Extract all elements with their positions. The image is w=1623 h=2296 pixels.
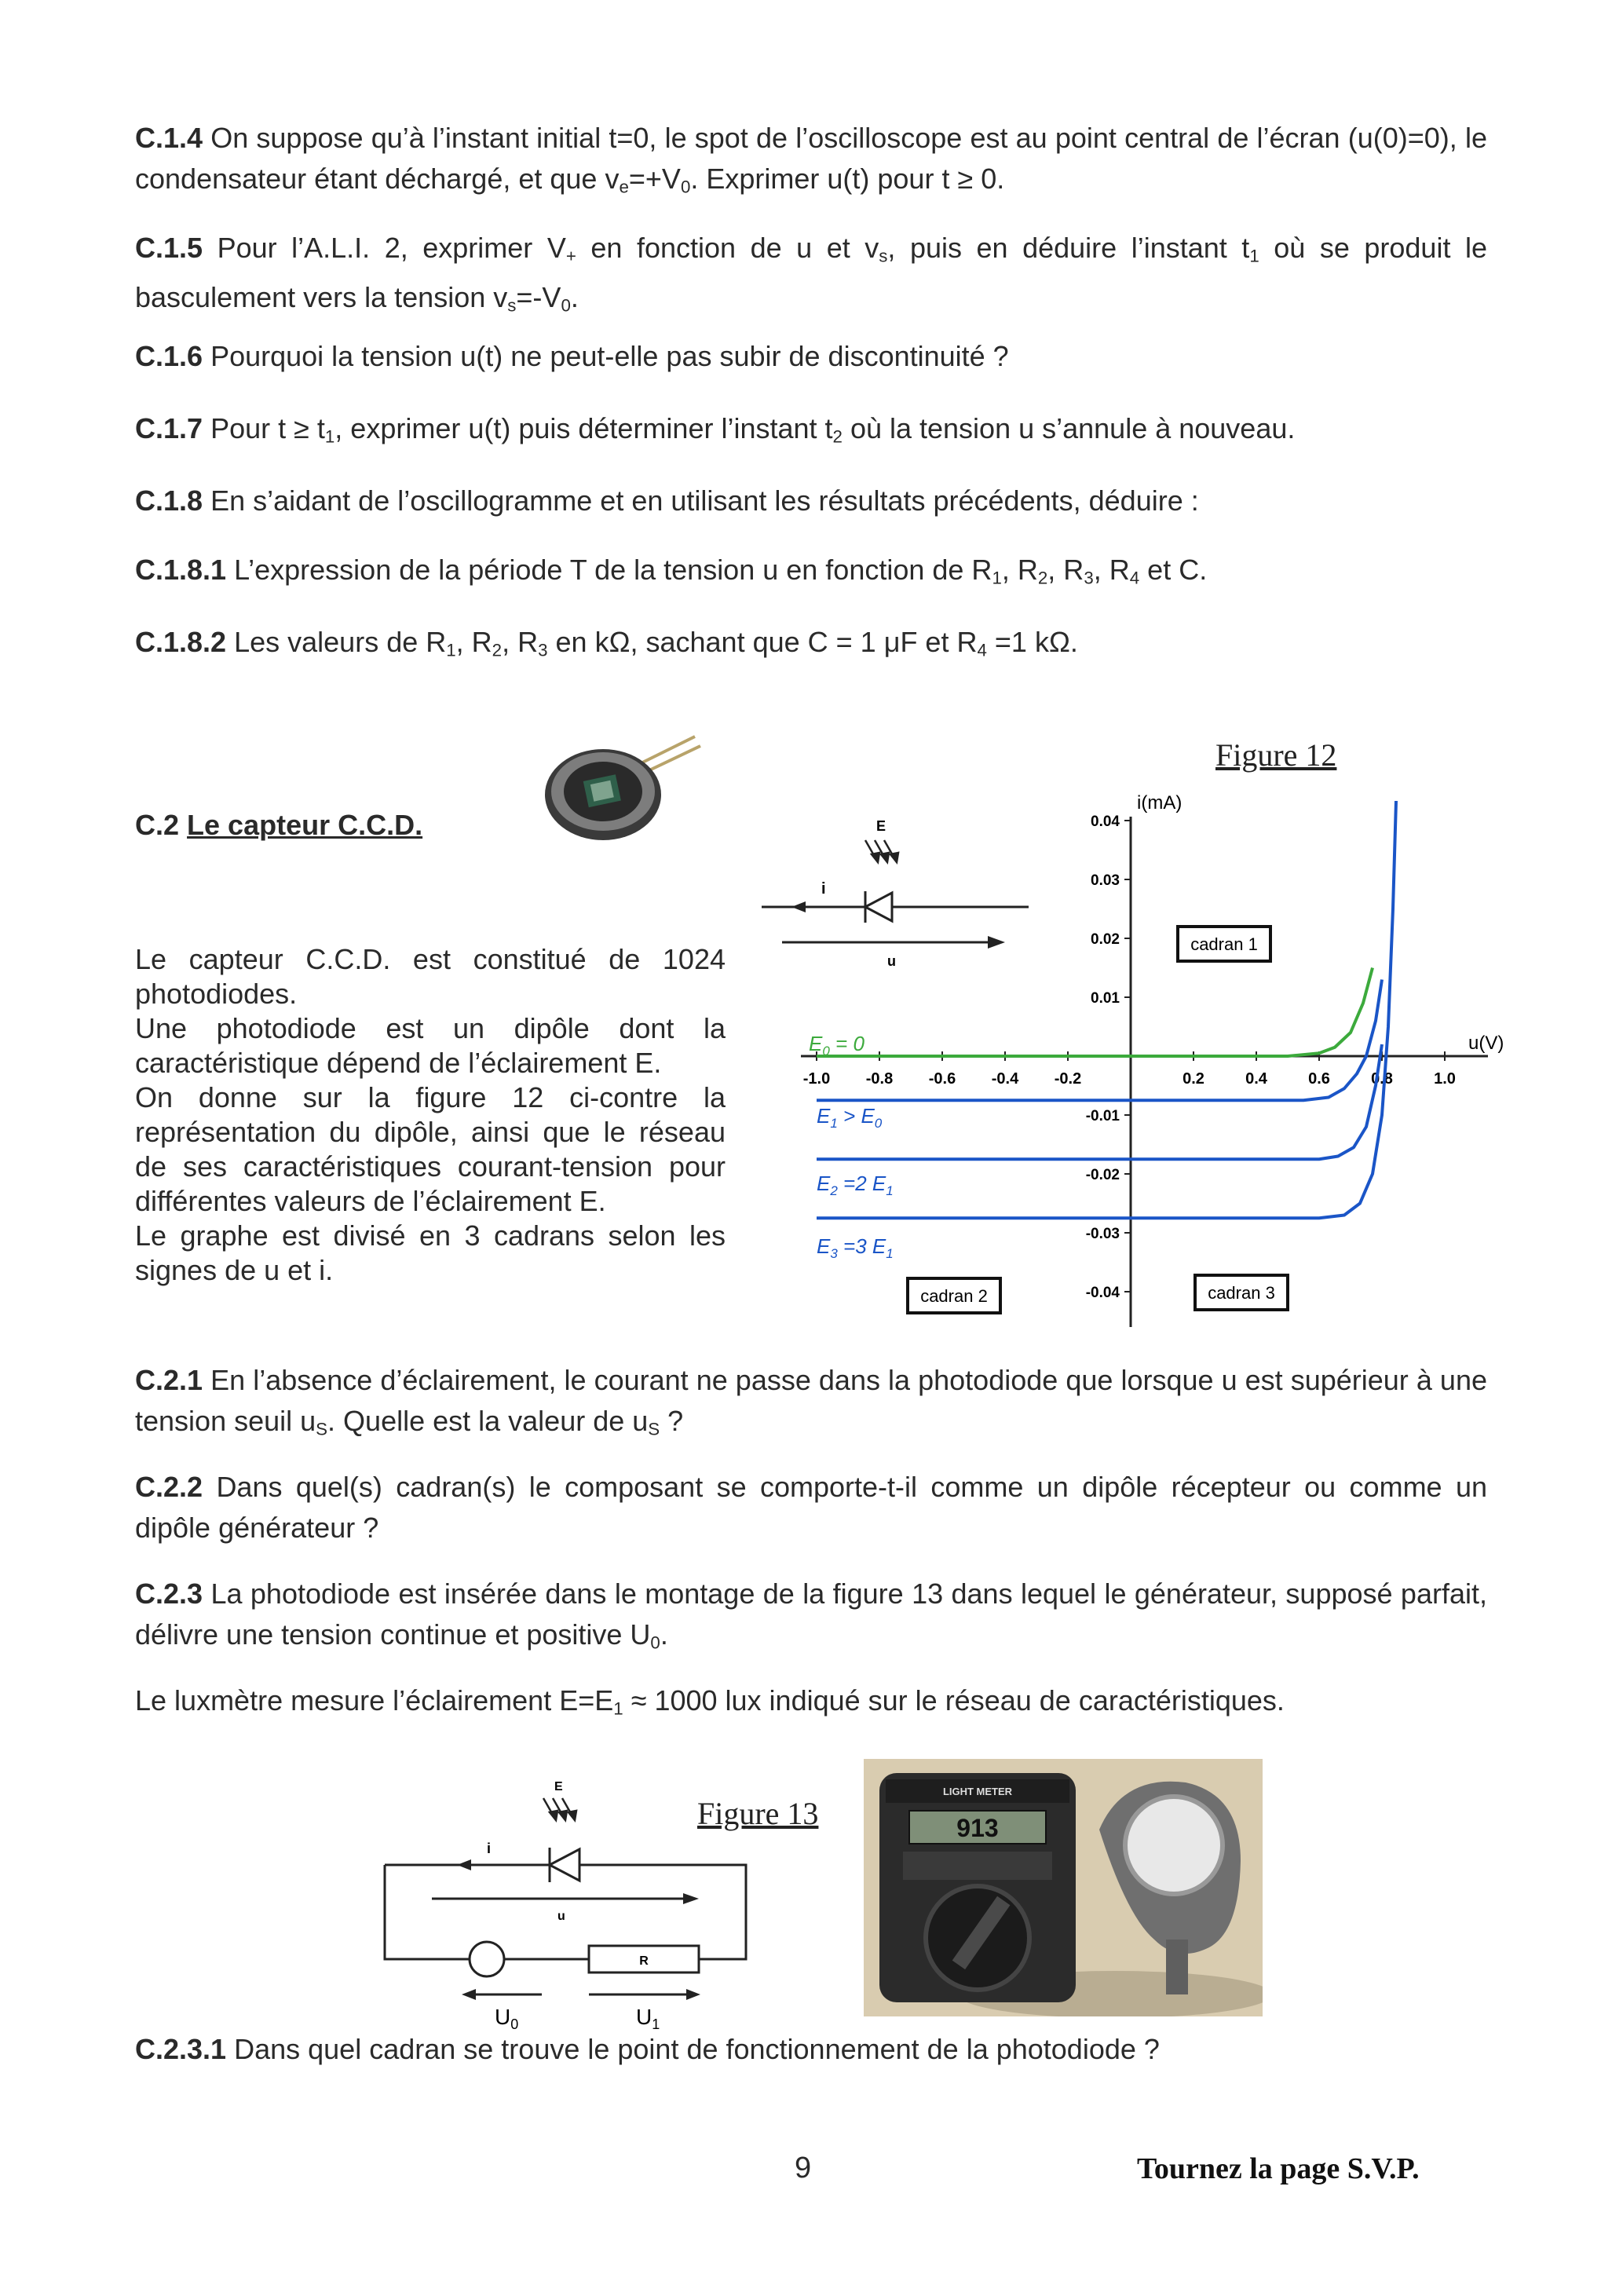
subscript: e: [619, 177, 629, 197]
question-text: ≈ 1000 lux indiqué sur le réseau de caractéristiques.: [623, 1684, 1285, 1717]
label-part: 2: [830, 1183, 838, 1198]
footer-note: Tournez la page S.V.P.: [1137, 2152, 1420, 2185]
ccd-paragraph: Une photodiode est un dipôle dont la caractéristique dépend de l’éclairement E.: [135, 1012, 726, 1079]
question-text: Pourquoi la tension u(t) ne peut-elle pas subir de discontinuité ?: [210, 340, 1009, 372]
y-tick-label: -0.04: [1085, 1285, 1120, 1301]
label-part: E: [817, 1234, 831, 1258]
x-tick-label: 0.6: [1308, 1070, 1330, 1088]
subscript: s: [879, 246, 888, 266]
question-text: En s’aidant de l’oscillogramme et en utilisant les résultats précédents, déduire :: [210, 484, 1199, 517]
question-text: en kΩ, sachant que C = 1 μF et R: [547, 626, 978, 658]
question-id: C.1.8: [135, 484, 203, 517]
x-tick-label: -0.4: [991, 1070, 1019, 1088]
question-text: Dans quel(s) cadran(s) le composant se comporte-t-il comme un dipôle récepteur ou comme un dipôle générateur ?: [135, 1471, 1487, 1544]
y-axis-label: i(mA): [1137, 792, 1183, 813]
question-id: C.1.7: [135, 412, 203, 444]
question-c-1-7: [135, 408, 1487, 458]
subscript: 1: [324, 426, 335, 447]
section-title: Le capteur C.C.D.: [187, 809, 423, 841]
subscript: 3: [538, 640, 548, 660]
question-text: Les valeurs de R: [234, 626, 447, 658]
dipole-symbol: [762, 818, 1029, 969]
question-c-1-6: [135, 336, 1487, 377]
label-part: E: [817, 1172, 831, 1195]
current-arrow: [457, 1859, 471, 1870]
question-c-2-2: [135, 1467, 1487, 1548]
y-tick-label: -0.01: [1085, 1108, 1120, 1124]
question-text: où la tension u s’annule à nouveau.: [842, 412, 1296, 444]
question-c-1-5: [135, 228, 1487, 326]
cadran-1-box: [1178, 927, 1270, 961]
page-number: 9: [795, 2152, 812, 2184]
light-label: E: [554, 1780, 563, 1793]
x-tick-label: 0.4: [1245, 1070, 1267, 1088]
luxmeter-photo: [864, 1759, 1263, 2016]
question-id: C.1.6: [135, 340, 203, 372]
question-c-1-4: [135, 118, 1487, 208]
label-part: = 0: [829, 1032, 865, 1055]
subscript: 0: [561, 295, 571, 316]
question-id: C.2.1: [135, 1364, 203, 1396]
question-text: et C.: [1139, 554, 1208, 586]
ccd-paragraph: Le graphe est divisé en 3 cadrans selon les signes de u et i.: [135, 1219, 726, 1286]
photodiode-photo: [534, 722, 707, 848]
question-id: C.1.4: [135, 122, 203, 154]
label-part: 1: [886, 1183, 894, 1198]
meter-header: LIGHT METER: [942, 1786, 1013, 1797]
x-axis-label: u(V): [1468, 1033, 1504, 1054]
subscript: S: [648, 1419, 660, 1439]
question-text: En l’absence d’éclairement, le courant ne passe dans la photodiode que lorsque u est supérieur à une tension seuil u: [135, 1364, 1487, 1437]
label-part: E: [809, 1032, 823, 1055]
question-text: L’expression de la période T de la tension u en fonction de R: [234, 554, 992, 586]
subscript: +: [565, 246, 576, 266]
subscript: 4: [977, 640, 987, 660]
y-tick-label: -0.03: [1085, 1226, 1120, 1242]
question-text: =+V: [628, 163, 681, 195]
question-text: , exprimer u(t) puis déterminer l’instant t: [334, 412, 833, 444]
question-text: , R: [455, 626, 492, 658]
light-arrows-icon: [865, 840, 898, 862]
ccd-paragraph: Le capteur C.C.D. est constitué de 1024 photodiodes.: [135, 943, 726, 1010]
question-text: où se produit le basculement vers la tension v: [135, 232, 1488, 313]
subscript: 2: [1037, 568, 1048, 588]
y-tick-label: 0.03: [1091, 872, 1120, 889]
voltage-label: u: [887, 953, 896, 969]
x-tick-label: 0.8: [1371, 1070, 1393, 1088]
subscript: 2: [832, 426, 843, 447]
question-text: Pour t ≥ t: [210, 412, 325, 444]
subscript: 0: [680, 177, 691, 197]
question-text: .: [660, 1618, 668, 1651]
current-label: i: [821, 880, 826, 898]
question-text: , R: [1047, 554, 1084, 586]
x-tick-label: 1.0: [1434, 1070, 1456, 1088]
u1-label: [636, 2005, 660, 2032]
question-text: =-V: [516, 280, 561, 313]
question-text: , R: [1001, 554, 1038, 586]
light-arrows-icon: [543, 1798, 576, 1820]
series-line-3: [817, 801, 1396, 1218]
subscript: s: [507, 295, 517, 316]
curve-label-e0: [809, 1032, 865, 1058]
figure-13-title: Figure 13: [697, 1796, 819, 1831]
cadran-2-label: cadran 2: [920, 1286, 988, 1306]
question-text: , R: [1093, 554, 1130, 586]
curve-label-e2: [817, 1172, 894, 1198]
question-text: On suppose qu’à l’instant initial t=0, le spot de l’oscilloscope est au point central de l’écran (u(0)=0), le condensateur étant déchargé, et que v: [135, 122, 1487, 195]
y-tick-label: 0.02: [1091, 931, 1120, 948]
question-text: ?: [660, 1405, 684, 1437]
label-part: 0: [510, 2016, 519, 2032]
generator-symbol: [470, 1942, 504, 1976]
subscript: 4: [1129, 568, 1140, 588]
question-text: .: [570, 280, 579, 313]
ccd-paragraph: On donne sur la figure 12 ci-contre la représentation du dipôle, ainsi que le réseau de ses caractéristiques courant-tension pour différentes valeurs de l’éclairement E.: [135, 1081, 726, 1217]
label-part: 0: [874, 1116, 883, 1131]
subscript: 2: [492, 640, 503, 660]
subscript: S: [316, 1419, 328, 1439]
photodiode-symbol: [550, 1849, 579, 1881]
subscript: 1: [1249, 246, 1259, 266]
meter-reading: 913: [956, 1814, 999, 1842]
curve-label-e1: [817, 1104, 883, 1131]
label-part: =2 E: [837, 1172, 886, 1195]
label-part: 1: [886, 1246, 894, 1261]
question-id: C.2.3.1: [135, 2033, 227, 2065]
question-text: , puis en déduire l’instant t: [887, 232, 1250, 264]
current-arrow: [791, 901, 806, 912]
label-part: 1: [830, 1116, 838, 1131]
cadran-2-box: [908, 1278, 1000, 1313]
question-id: C.1.8.2: [135, 626, 227, 658]
question-c-2-1: [135, 1360, 1487, 1450]
question-id: C.2.3: [135, 1578, 203, 1610]
luxmeter-statement: [135, 1680, 1487, 1730]
y-tick-label: 0.04: [1091, 813, 1120, 830]
question-text: La photodiode est insérée dans le montage de la figure 13 dans lequel le générateur, supposé parfait, délivre une tension continue et positive U: [135, 1578, 1487, 1651]
question-c-1-8-1: [135, 550, 1487, 599]
y-tick-label: -0.02: [1085, 1167, 1120, 1183]
question-text: Pour l’A.L.I. 2, exprimer V: [217, 232, 566, 264]
series-line-0: [817, 968, 1373, 1057]
section-heading: [135, 809, 422, 842]
y-tick-label: 0.01: [1091, 990, 1120, 1007]
current-label: i: [487, 1841, 492, 1856]
x-tick-label: -0.2: [1054, 1070, 1082, 1088]
question-c-2-3: [135, 1574, 1487, 1664]
question-id: C.2.2: [135, 1471, 203, 1503]
question-text: =1 kΩ.: [986, 626, 1078, 658]
voltage-label: u: [557, 1910, 565, 1923]
label-part: U: [495, 2005, 511, 2029]
label-part: 3: [830, 1246, 838, 1261]
question-text: . Exprimer u(t) pour t ≥ 0.: [690, 163, 1005, 195]
light-label: E: [876, 818, 886, 834]
cadran-3-box: [1195, 1275, 1288, 1310]
question-text: Dans quel cadran se trouve le point de fonctionnement de la photodiode ?: [234, 2033, 1160, 2065]
x-tick-label: -0.8: [865, 1070, 894, 1088]
label-part: 0: [822, 1044, 830, 1058]
question-c-2-3-1: [135, 2029, 1487, 2070]
section-id: C.2: [135, 809, 180, 841]
question-text: en fonction de u et v: [576, 232, 879, 264]
cadran-1-label: cadran 1: [1190, 934, 1258, 954]
u0-label: [495, 2005, 518, 2032]
question-text: Le luxmètre mesure l’éclairement E=E: [135, 1684, 614, 1717]
x-tick-label: -1.0: [802, 1070, 831, 1088]
figure-12-chart: [738, 777, 1523, 1343]
question-id: C.1.5: [135, 232, 203, 264]
figure-12-title: Figure 12: [1215, 737, 1337, 773]
x-tick-label: -0.6: [928, 1070, 956, 1088]
label-part: 1: [652, 2016, 660, 2032]
figure-13-circuit: [369, 1759, 762, 2042]
label-part: =3 E: [837, 1234, 886, 1258]
cadran-3-label: cadran 3: [1208, 1283, 1275, 1303]
question-text: , R: [502, 626, 539, 658]
subscript: 0: [650, 1632, 660, 1653]
curve-label-e3: [817, 1234, 894, 1261]
question-c-1-8-2: [135, 622, 1487, 671]
subscript: 1: [446, 640, 456, 660]
subscript: 1: [992, 568, 1002, 588]
subscript: 3: [1084, 568, 1094, 588]
question-text: . Quelle est la valeur de u: [327, 1405, 649, 1437]
question-c-1-8: [135, 481, 1487, 521]
label-part: E: [817, 1104, 831, 1128]
label-part: U: [636, 2005, 652, 2029]
label-part: > E: [837, 1104, 875, 1128]
question-id: C.1.8.1: [135, 554, 227, 586]
ccd-description: [135, 942, 726, 1288]
x-tick-label: 0.2: [1183, 1070, 1204, 1088]
subscript: 1: [613, 1698, 623, 1719]
resistor-label: R: [639, 1954, 649, 1968]
